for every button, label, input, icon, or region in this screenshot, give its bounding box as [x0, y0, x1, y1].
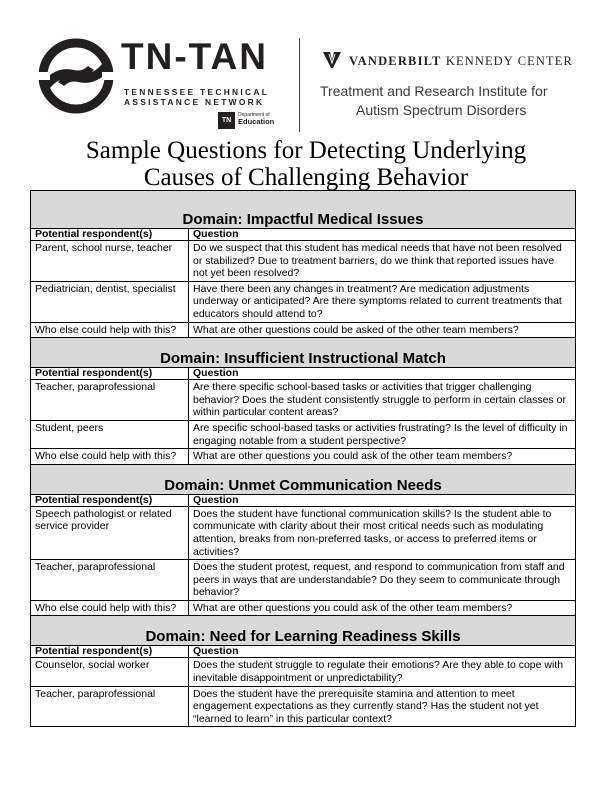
domain-heading: Domain: Need for Learning Readiness Skills — [31, 616, 576, 646]
column-header-respondent: Potential respondent(s) — [31, 368, 189, 380]
respondent-cell: Who else could help with this? — [31, 449, 189, 465]
title-line2: Causes of Challenging Behavior — [143, 164, 469, 191]
table-row — [31, 560, 576, 601]
table-row — [31, 600, 576, 616]
question-cell: Do we suspect that this student has medical needs that have not been resolved or stabilized? Due to treatment barriers, do we think that reported issues have not yet been resolved? — [189, 241, 576, 282]
page-header — [0, 0, 612, 136]
table-row — [31, 380, 576, 421]
column-header-question: Question — [189, 646, 576, 658]
question-cell: Does the student have functional communication skills? Is the student able to communicate with clarity about their most critical needs such as modulating attention, breaks from non-preferred tasks, or access to preferred items or activities? — [189, 506, 576, 559]
table-row — [31, 420, 576, 448]
domain-heading-row — [31, 191, 576, 229]
vkc-name-rest: KENNEDY CENTER — [445, 54, 573, 68]
tdoe-line1: Department of — [238, 112, 270, 118]
table-row — [31, 322, 576, 338]
institute-line2: Autism Spectrum Disorders — [356, 102, 527, 118]
question-cell: Have there been any changes in treatment? Are medication adjustments underway or anticipated? Are there symptoms related to current treatments that educators should attend to? — [189, 281, 576, 322]
respondent-cell: Teacher, paraprofessional — [31, 560, 189, 601]
column-header-question: Question — [189, 368, 576, 380]
question-cell: Are there specific school-based tasks or activities that trigger challenging behavior? Does the student consistently struggle to perform in certain classes or within particular content areas? — [189, 380, 576, 421]
table-row — [31, 281, 576, 322]
respondent-cell: Teacher, paraprofessional — [31, 686, 189, 727]
respondent-cell: Counselor, social worker — [31, 658, 189, 686]
tdoe-line2: Education — [238, 117, 275, 126]
respondent-cell: Speech pathologist or related service provider — [31, 506, 189, 559]
tntan-wordmark: TN-TAN — [121, 36, 268, 77]
vkc-name-bold: VANDERBILT — [349, 54, 442, 68]
tntan-subtitle — [124, 87, 269, 107]
table-row — [31, 241, 576, 282]
column-header-respondent: Potential respondent(s) — [31, 494, 189, 506]
institute-line1: Treatment and Research Institute for — [320, 83, 548, 99]
tdoe-mark: TN — [218, 112, 235, 129]
respondent-cell: Who else could help with this? — [31, 600, 189, 616]
column-header-row — [31, 229, 576, 241]
column-header-row — [31, 646, 576, 658]
domain-heading: Domain: Insufficient Instructional Match — [31, 338, 576, 368]
tdoe-text — [238, 112, 278, 126]
table-row — [31, 658, 576, 686]
domain-heading: Domain: Impactful Medical Issues — [31, 191, 576, 229]
respondent-cell: Teacher, paraprofessional — [31, 380, 189, 421]
table-row — [31, 449, 576, 465]
header-divider — [299, 38, 300, 132]
institute-name — [320, 82, 600, 120]
column-header-question: Question — [189, 229, 576, 241]
respondent-cell: Student, peers — [31, 420, 189, 448]
table-row — [31, 686, 576, 727]
question-cell: Does the student have the prerequisite stamina and attention to meet engagement expectations as they currently stand? Has the student not yet “learned to learn” in this particular context? — [189, 686, 576, 727]
column-header-respondent: Potential respondent(s) — [31, 229, 189, 241]
respondent-cell: Who else could help with this? — [31, 322, 189, 338]
table-row — [31, 506, 576, 559]
page-title — [0, 137, 612, 191]
question-cell: Are specific school-based tasks or activities frustrating? Is the level of difficulty in engaging notable from a student perspective? — [189, 420, 576, 448]
respondent-cell: Parent, school nurse, teacher — [31, 241, 189, 282]
tntan-hands-logo-icon — [36, 36, 116, 116]
domain-heading-row — [31, 338, 576, 368]
column-header-row — [31, 368, 576, 380]
questions-table — [30, 190, 576, 727]
tntan-subtitle-line2: ASSISTANCE NETWORK — [124, 97, 265, 107]
question-cell: Does the student struggle to regulate their emotions? Are they able to cope with inevitable disappointment or unpredictability? — [189, 658, 576, 686]
question-cell: What are other questions could be asked of the other team members? — [189, 322, 576, 338]
column-header-respondent: Potential respondent(s) — [31, 646, 189, 658]
domain-heading-row — [31, 616, 576, 646]
column-header-question: Question — [189, 494, 576, 506]
title-line1: Sample Questions for Detecting Underlying — [85, 137, 527, 164]
respondent-cell: Pediatrician, dentist, specialist — [31, 281, 189, 322]
question-cell: Does the student protest, request, and respond to communication from staff and peers in ways that are understandable? Do they seem to communicate through behavior? — [189, 560, 576, 601]
question-cell: What are other questions you could ask of the other team members? — [189, 449, 576, 465]
question-cell: What are other questions you could ask of the other team members? — [189, 600, 576, 616]
vkc-name — [349, 54, 573, 69]
tntan-subtitle-line1: TENNESSEE TECHNICAL — [124, 87, 270, 97]
vanderbilt-v-oak-leaf-icon — [322, 51, 342, 69]
domain-heading-row — [31, 464, 576, 494]
domain-heading: Domain: Unmet Communication Needs — [31, 464, 576, 494]
column-header-row — [31, 494, 576, 506]
